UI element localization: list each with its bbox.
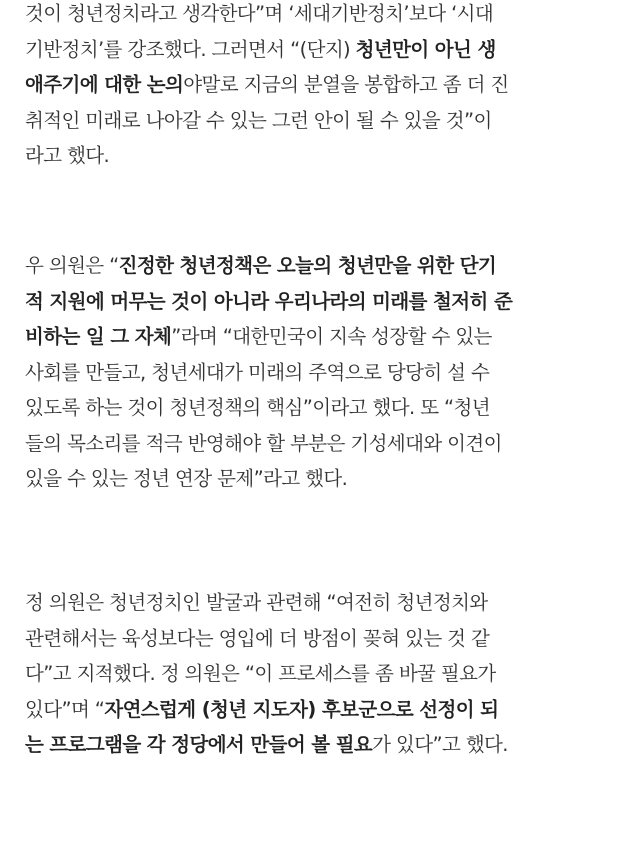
text-line <box>25 656 508 692</box>
paragraph-1 <box>25 0 509 174</box>
bold-text-segment: 진정한 청년정책은 오늘의 청년만을 위한 단기 <box>118 254 497 277</box>
text-line <box>25 138 509 174</box>
text-segment: ”라며 “대한민국이 지속 성장할 수 있는 <box>171 325 492 348</box>
bold-text-segment: 애주기에 대한 논의 <box>25 73 184 96</box>
text-line <box>25 461 512 497</box>
text-line <box>25 248 512 284</box>
text-line <box>25 727 508 763</box>
text-segment: 라고 했다. <box>25 144 110 167</box>
text-line <box>25 426 512 462</box>
text-segment: 있다”며 “ <box>25 697 105 721</box>
text-segment: 야말로 지금의 분열을 봉합하고 좀 더 진 <box>183 73 509 96</box>
bold-text-segment: 청년만이 아닌 생 <box>355 37 496 61</box>
text-segment: 관련해서는 육성보다는 영입에 더 방점이 꽂혀 있는 것 같 <box>25 626 490 650</box>
text-segment: 있을 수 있는 정년 연장 문제”라고 했다. <box>25 467 348 490</box>
paragraph-3 <box>25 585 508 763</box>
text-segment: 있도록 하는 것이 청년정책의 핵심”이라고 했다. 또 “청년 <box>25 396 491 419</box>
text-segment: 사회를 만들고, 청년세대가 미래의 주역으로 당당히 설 수 <box>25 360 490 384</box>
text-segment: 다”고 지적했다. 정 의원은 “이 프로세스를 좀 바꿀 필요가 <box>25 662 496 685</box>
text-segment: 우 의원은 “ <box>25 254 119 277</box>
text-line <box>25 67 509 103</box>
paragraph-2 <box>25 248 512 497</box>
text-line <box>25 585 508 621</box>
text-line <box>25 692 508 728</box>
text-line <box>25 32 509 68</box>
text-line <box>25 0 509 32</box>
text-line <box>25 284 512 320</box>
text-line <box>25 319 512 355</box>
text-segment: 것이 청년정치라고 생각한다”며 ‘세대기반정치’보다 ‘시대 <box>25 2 494 25</box>
text-segment: 기반정치’를 강조했다. 그러면서 “(단지) <box>25 37 356 61</box>
text-line <box>25 355 512 391</box>
bold-text-segment: 적 지원에 머무는 것이 아니라 우리나라의 미래를 철저히 준 <box>25 289 513 313</box>
bold-text-segment: 비하는 일 그 자체 <box>25 325 172 348</box>
text-line <box>25 390 512 426</box>
text-line <box>25 103 509 139</box>
text-segment: 들의 목소리를 적극 반영해야 할 부분은 기성세대와 이견이 <box>25 431 502 455</box>
text-segment: 정 의원은 청년정치인 발굴과 관련해 “여전히 청년정치와 <box>25 591 488 614</box>
text-segment: 가 있다”고 했다. <box>372 733 508 756</box>
bold-text-segment: 자연스럽게 (청년 지도자) 후보군으로 선정이 되 <box>104 697 499 721</box>
bold-text-segment: 는 프로그램을 각 정당에서 만들어 볼 필요 <box>25 733 373 756</box>
text-line <box>25 621 508 657</box>
text-segment: 취적인 미래로 나아갈 수 있는 그런 안이 될 수 있을 것”이 <box>25 108 492 132</box>
